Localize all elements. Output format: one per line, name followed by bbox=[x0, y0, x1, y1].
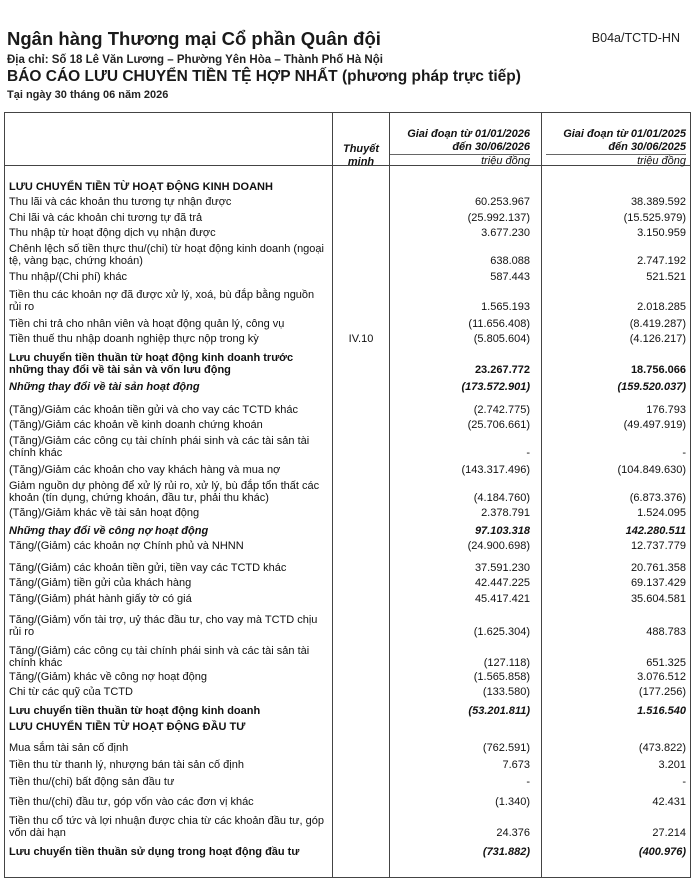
period-2026-line2: đến 30/06/2026 bbox=[452, 140, 530, 153]
value-2025: (49.497.919) bbox=[623, 419, 686, 431]
value-2025: 176.793 bbox=[646, 404, 686, 416]
value-2026: (127.118) bbox=[483, 657, 530, 669]
value-2026: - bbox=[526, 447, 530, 459]
value-2026: 1.565.193 bbox=[481, 301, 530, 313]
row-label: Tiền chi trả cho nhân viên và hoạt động quản lý, công vụ bbox=[9, 317, 285, 330]
row-label: Tiền thu từ thanh lý, nhượng bán tài sản cố định bbox=[9, 758, 244, 771]
value-2025: 1.516.540 bbox=[637, 705, 686, 717]
value-2026: - bbox=[526, 776, 530, 788]
row-label: Tăng/(Giảm) các công cụ tài chính phái sinh và các tài sản tài chính khác bbox=[9, 644, 310, 669]
value-2025: 3.076.512 bbox=[637, 671, 686, 683]
value-2025: (177.256) bbox=[638, 686, 686, 698]
cash-flow-table bbox=[4, 112, 691, 878]
row-label: Lưu chuyển tiền thuần từ hoạt động kinh doanh trước những thay đổi về tài sản và vốn lưu động bbox=[9, 351, 294, 376]
row-note: IV.10 bbox=[348, 333, 374, 345]
value-2025: 27.214 bbox=[652, 827, 686, 839]
value-2026: 24.376 bbox=[496, 827, 530, 839]
row-label: Tăng/(Giảm) tiền gửi của khách hàng bbox=[9, 576, 192, 589]
period-2026-header bbox=[390, 128, 530, 168]
row-label: Tăng/(Giảm) các khoản nợ Chính phủ và NHNN bbox=[9, 539, 244, 552]
row-label: Tiền thu cổ tức và lợi nhuận được chia từ các khoản đầu tư, góp vốn dài hạn bbox=[9, 814, 324, 839]
row-label: LƯU CHUYỂN TIỀN TỪ HOẠT ĐỘNG ĐẦU TƯ bbox=[9, 720, 246, 733]
row-label: (Tăng)/Giảm các khoản về kinh doanh chứng khoán bbox=[9, 418, 263, 431]
value-2026: (762.591) bbox=[482, 742, 530, 754]
row-label: Chi từ các quỹ của TCTD bbox=[9, 685, 133, 698]
row-label: Những thay đổi về công nợ hoạt động bbox=[9, 524, 209, 537]
form-code: B04a/TCTD-HN bbox=[591, 31, 680, 45]
row-label: Thu nhập/(Chi phí) khác bbox=[9, 270, 128, 283]
value-2026: 7.673 bbox=[502, 759, 530, 771]
note-header-line2: minh bbox=[347, 156, 375, 168]
value-2025: (473.822) bbox=[638, 742, 686, 754]
value-2026: 60.253.967 bbox=[474, 196, 530, 208]
value-2025: (15.525.979) bbox=[623, 212, 686, 224]
value-2025: 488.783 bbox=[646, 626, 686, 638]
row-label: (Tăng)/Giảm các khoản cho vay khách hàng và mua nợ bbox=[9, 463, 281, 476]
value-2025: 69.137.429 bbox=[630, 577, 686, 589]
value-2026: (24.900.698) bbox=[467, 540, 530, 552]
row-label: Những thay đổi về tài sản hoạt động bbox=[9, 380, 200, 393]
value-2026: (5.805.604) bbox=[473, 333, 530, 345]
report-date: Tại ngày 30 tháng 06 năm 2026 bbox=[7, 89, 169, 101]
row-label: Thu lãi và các khoản thu tương tự nhận được bbox=[9, 195, 232, 208]
row-label: Tăng/(Giảm) các khoản tiền gửi, tiền vay các TCTD khác bbox=[9, 561, 287, 574]
value-2026: (731.882) bbox=[482, 846, 530, 858]
period-2026-line1: Giai đoạn từ 01/01/2026 bbox=[407, 128, 530, 140]
value-2025: - bbox=[682, 776, 686, 788]
value-2026: (143.317.496) bbox=[461, 464, 530, 476]
row-label: LƯU CHUYỂN TIỀN TỪ HOẠT ĐỘNG KINH DOANH bbox=[9, 180, 273, 193]
value-2026: (11.656.408) bbox=[468, 318, 530, 330]
value-2025: 18.756.066 bbox=[630, 364, 686, 376]
value-2025: 35.604.581 bbox=[630, 593, 686, 605]
period-2025-header bbox=[546, 128, 686, 168]
value-2025: 142.280.511 bbox=[625, 525, 686, 537]
value-2025: (159.520.037) bbox=[617, 381, 686, 393]
row-label: Tăng/(Giảm) vốn tài trợ, uỷ thác đầu tư, cho vay mà TCTD chịu rủi ro bbox=[9, 613, 318, 638]
value-2026: (2.742.775) bbox=[473, 404, 530, 416]
row-label: Lưu chuyển tiền thuần sử dụng trong hoạt động đầu tư bbox=[9, 845, 300, 858]
value-2026: (133.580) bbox=[482, 686, 530, 698]
row-label: Thu nhập từ hoạt động dịch vụ nhận được bbox=[9, 226, 216, 239]
row-label: Tăng/(Giảm) khác về công nợ hoạt động bbox=[9, 670, 207, 683]
row-label: Chênh lệch số tiền thực thu/(chi) từ hoạt động kinh doanh (ngoại tệ, vàng bạc, chứng khoán) bbox=[9, 242, 324, 267]
value-2025: 3.150.959 bbox=[637, 227, 686, 239]
value-2026: 3.677.230 bbox=[481, 227, 530, 239]
value-2026: 23.267.772 bbox=[474, 364, 530, 376]
value-2026: (1.340) bbox=[495, 796, 530, 808]
value-2026: (25.992.137) bbox=[467, 212, 530, 224]
row-label: Tăng/(Giảm) phát hành giấy tờ có giá bbox=[9, 592, 192, 605]
row-label: Chi lãi và các khoản chi tương tự đã trả bbox=[9, 211, 203, 224]
period-2026-unit: triệu đồng bbox=[390, 154, 530, 168]
value-2025: (6.873.376) bbox=[629, 492, 686, 504]
value-2025: 651.325 bbox=[646, 657, 686, 669]
value-2025: (400.976) bbox=[638, 846, 686, 858]
value-2026: (25.706.661) bbox=[467, 419, 530, 431]
value-2025: 3.201 bbox=[658, 759, 686, 771]
value-2026: 638.088 bbox=[490, 255, 530, 267]
row-label: Tiền thuế thu nhập doanh nghiệp thực nộp trong kỳ bbox=[9, 332, 259, 345]
bank-name: Ngân hàng Thương mại Cổ phần Quân đội bbox=[7, 28, 381, 49]
value-2025: 12.737.779 bbox=[630, 540, 686, 552]
row-label: Tiền thu/(chi) bất động sản đầu tư bbox=[9, 775, 175, 788]
row-label: (Tăng)/Giảm các công cụ tài chính phái sinh và các tài sản tài chính khác bbox=[9, 434, 310, 459]
value-2026: 45.417.421 bbox=[474, 593, 530, 605]
row-label: (Tăng)/Giảm khác về tài sản hoạt động bbox=[9, 506, 200, 519]
value-2025: 38.389.592 bbox=[630, 196, 686, 208]
column-divider bbox=[541, 113, 542, 877]
value-2026: (53.201.811) bbox=[468, 705, 530, 717]
value-2025: 42.431 bbox=[652, 796, 686, 808]
note-column-header bbox=[333, 143, 389, 169]
value-2025: 20.761.358 bbox=[630, 562, 686, 574]
value-2026: (173.572.901) bbox=[461, 381, 530, 393]
column-divider bbox=[332, 113, 333, 877]
value-2025: (104.849.630) bbox=[617, 464, 686, 476]
value-2026: (4.184.760) bbox=[473, 492, 530, 504]
value-2026: (1.565.858) bbox=[473, 671, 530, 683]
value-2026: 587.443 bbox=[490, 271, 530, 283]
row-label: Tiền thu các khoản nợ đã được xử lý, xoá, bù đắp bằng nguồn rủi ro bbox=[9, 288, 315, 313]
row-label: (Tăng)/Giảm các khoản tiền gửi và cho vay các TCTD khác bbox=[9, 403, 298, 416]
bank-address: Địa chỉ: Số 18 Lê Văn Lương – Phường Yên Hòa – Thành Phố Hà Nội bbox=[7, 54, 383, 66]
row-label: Lưu chuyển tiền thuần từ hoạt động kinh doanh bbox=[9, 704, 261, 717]
period-2025-unit: triệu đồng bbox=[546, 154, 686, 168]
value-2026: 42.447.225 bbox=[474, 577, 530, 589]
value-2026: 2.378.791 bbox=[481, 507, 530, 519]
row-label: Tiền thu/(chi) đầu tư, góp vốn vào các đơn vị khác bbox=[9, 795, 254, 808]
value-2025: (8.419.287) bbox=[629, 318, 686, 330]
value-2025: 2.747.192 bbox=[637, 255, 686, 267]
row-label: Mua sắm tài sản cố định bbox=[9, 741, 129, 754]
value-2026: (1.625.304) bbox=[473, 626, 530, 638]
value-2025: 2.018.285 bbox=[637, 301, 686, 313]
value-2025: - bbox=[682, 447, 686, 459]
report-title: BÁO CÁO LƯU CHUYỂN TIỀN TỆ HỢP NHẤT (phương pháp trực tiếp) bbox=[7, 68, 521, 85]
period-2025-line1: Giai đoạn từ 01/01/2025 bbox=[563, 128, 686, 140]
value-2025: 1.524.095 bbox=[637, 507, 686, 519]
period-2025-line2: đến 30/06/2025 bbox=[608, 140, 686, 153]
value-2026: 37.591.230 bbox=[474, 562, 530, 574]
value-2026: 97.103.318 bbox=[474, 525, 530, 537]
value-2025: 521.521 bbox=[646, 271, 686, 283]
column-divider bbox=[389, 113, 390, 877]
note-header-line1: Thuyết bbox=[342, 143, 380, 155]
row-label: Giảm nguồn dự phòng để xử lý rủi ro, xử lý, bù đắp tổn thất các khoản (tín dụng, chứng khoán, đầu tư, phải thu khác) bbox=[9, 479, 320, 504]
value-2025: (4.126.217) bbox=[629, 333, 686, 345]
